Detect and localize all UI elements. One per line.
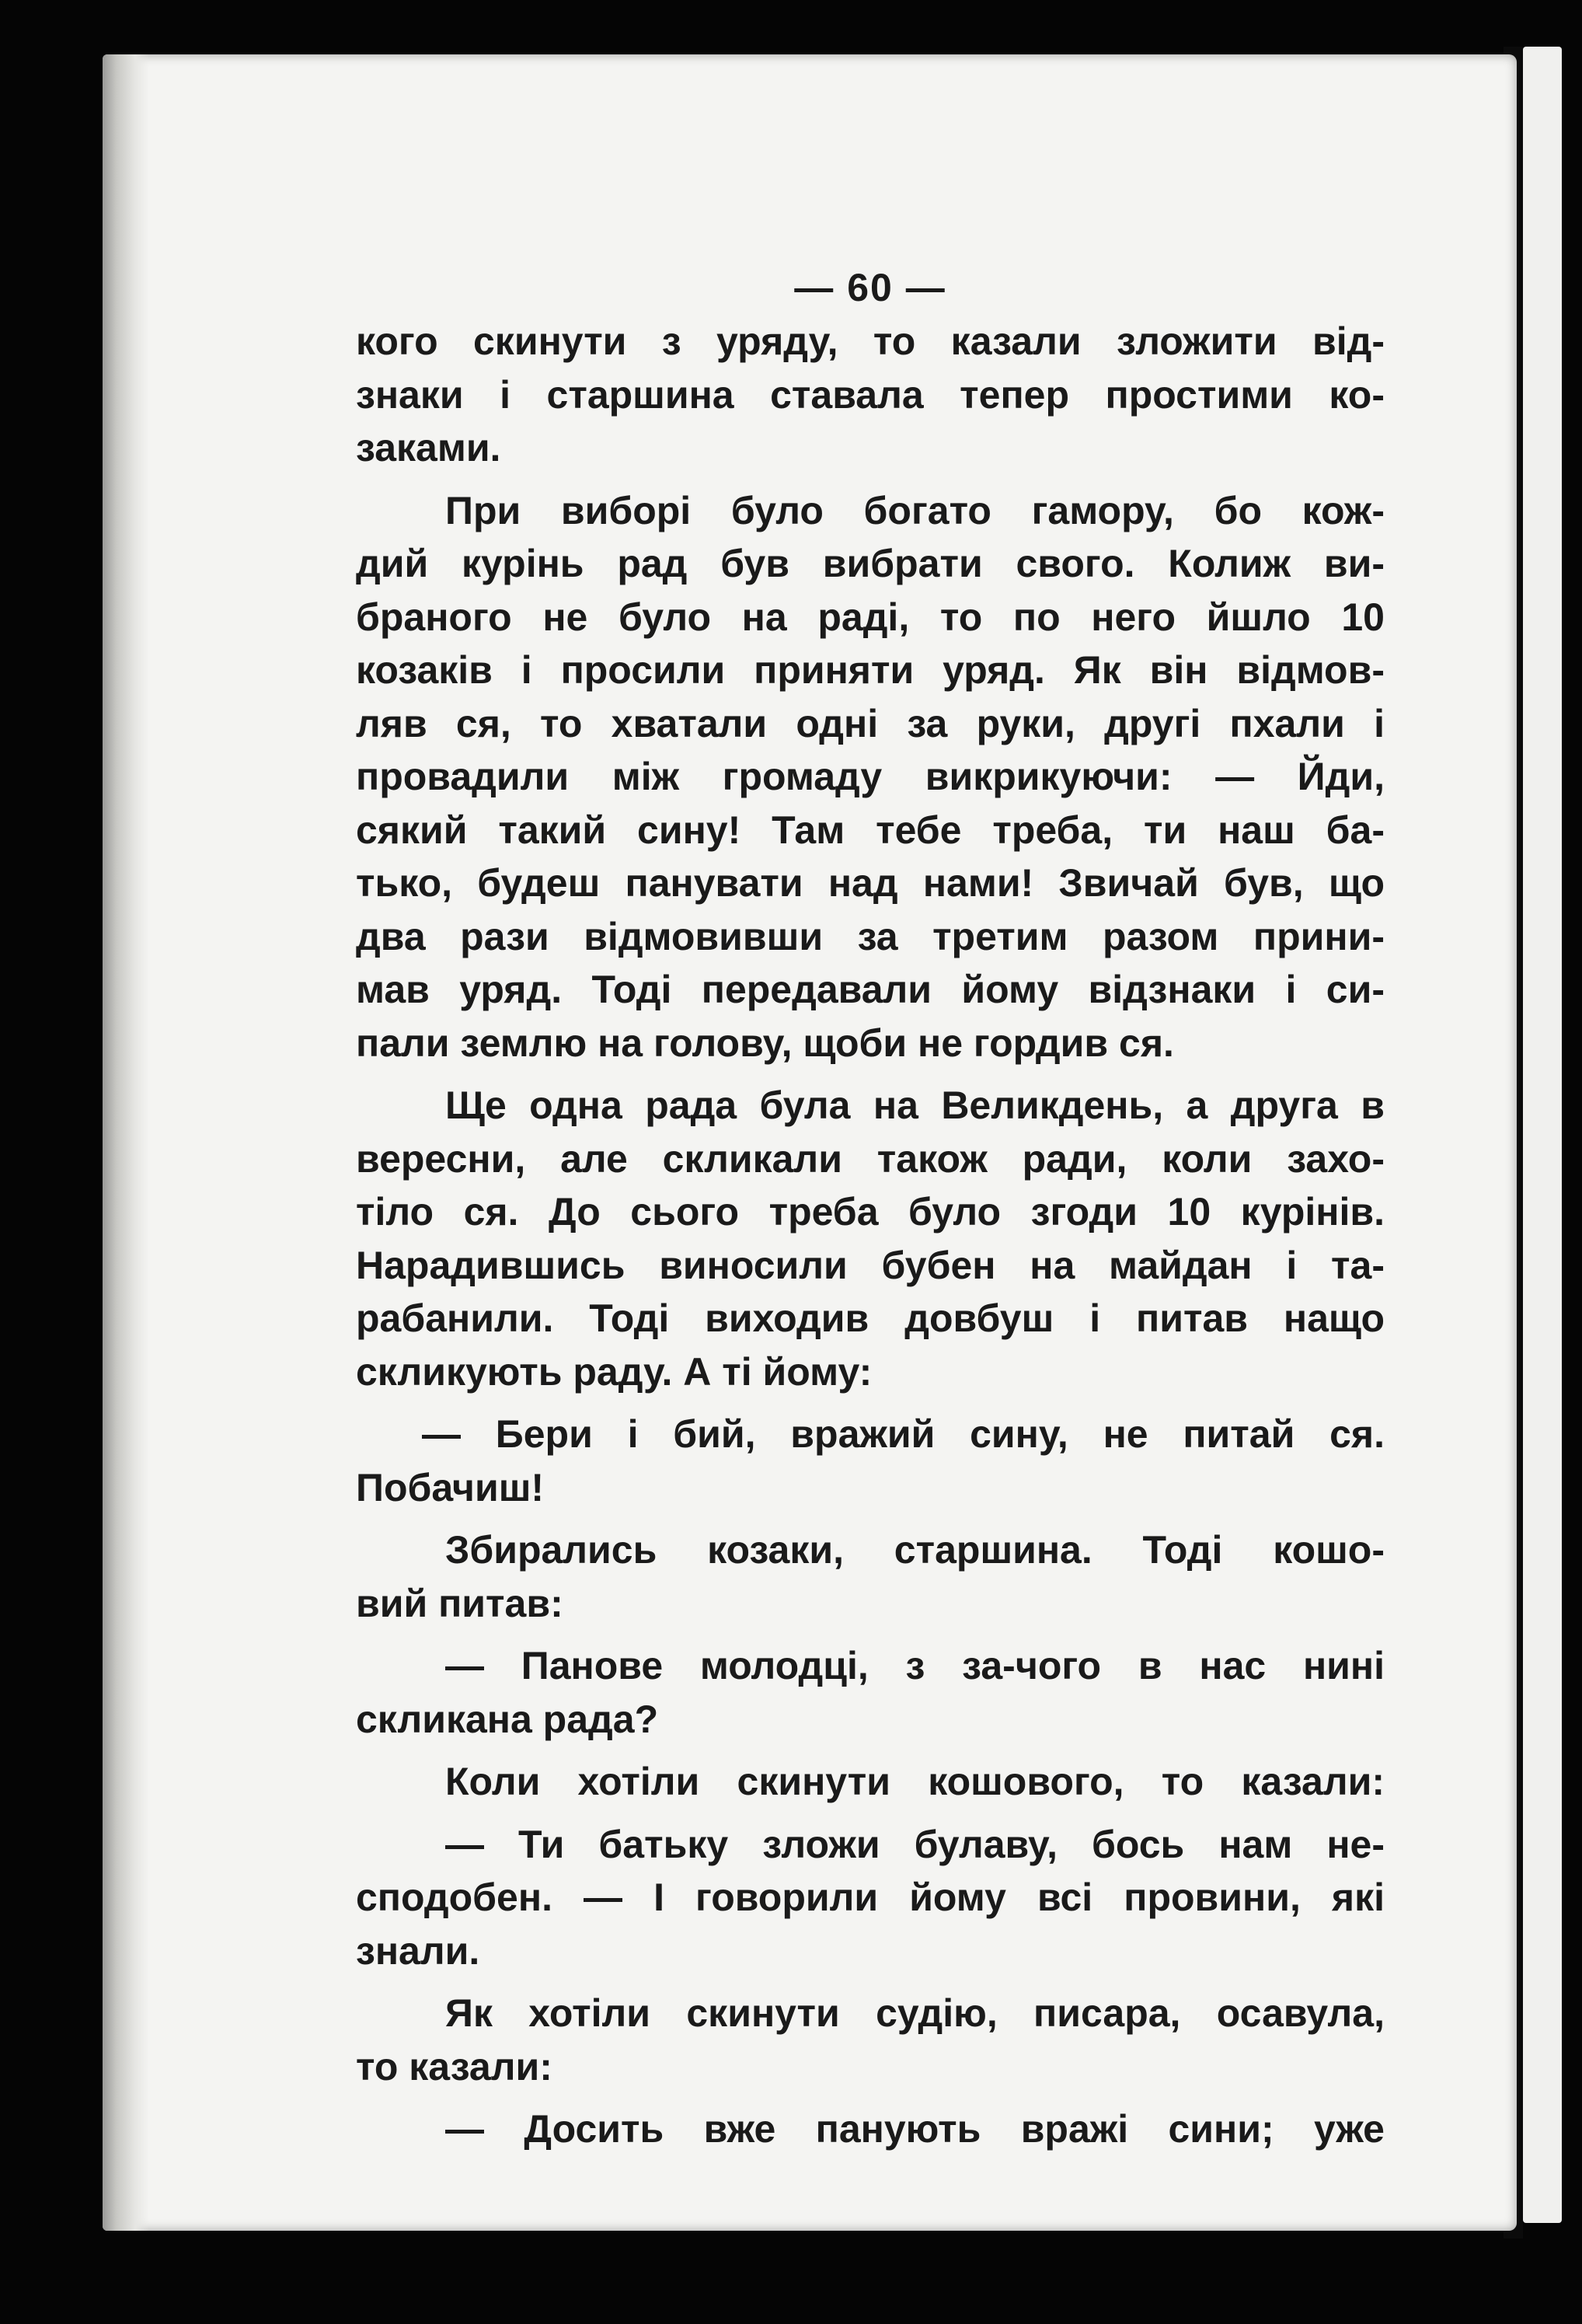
paragraph [356,1987,1385,2093]
paragraph [356,1523,1385,1630]
text-line: При виборі було богато гамору, бо кож- [445,488,1385,532]
text-line: провадили між громаду викрикуючи: — Йди, [356,755,1385,798]
text-line: вересни, але скликали також ради, коли захо- [356,1136,1385,1181]
text-line: сподобен. — І говорили йому всі провини, які [356,1876,1385,1919]
paragraph [356,1818,1385,1978]
text-line: то казали: [356,2044,552,2088]
page-binding-shadow [103,54,149,2231]
paragraph [356,1639,1385,1746]
text-line: скликують раду. А ті йому: [356,1349,873,1394]
text-line: — Бери і бий, вражий сину, не питай ся. [422,1412,1385,1456]
text-line: тько, будеш панувати над нами! Звичай був, що [356,861,1385,905]
text-line: Як хотіли скинути судію, писара, осавула, [445,1991,1385,2035]
text-line: ляв ся, то хватали одні за руки, другі пхали і [356,701,1385,745]
text-line: дий курінь рад був вибрати свого. Колиж ви- [356,542,1385,585]
text-line: Коли хотіли скинути кошового, то казали: [445,1760,1385,1803]
text-line: браного не було на раді, то по него йшло 10 [356,595,1385,639]
text-line: скликана рада? [356,1697,659,1741]
paragraph [356,2102,1385,2156]
text-line: Нарадившись виносили бубен на майдан і та- [356,1243,1385,1287]
text-line: Побачиш! [356,1465,545,1509]
paragraph [356,1408,1385,1514]
text-line: сякий такий сину! Там тебе треба, ти наш ба- [356,808,1385,852]
paragraph [356,484,1385,1070]
text-line: тіло ся. До сього треба було згоди 10 курінів. [356,1190,1385,1234]
page-number: — 60 — [794,266,946,309]
paragraph [356,315,1385,475]
text-line: мав уряд. Тоді передавали йому відзнаки і си- [356,968,1385,1011]
text-line: знали. [356,1928,480,1973]
text-line: знаки і старшина ставала тепер простими ко- [356,372,1385,417]
next-page-edge [1523,47,1562,2223]
text-line: пали землю на голову, щоби не гордив ся. [356,1021,1174,1065]
text-line: вий питав: [356,1581,563,1625]
text-line: заками. [356,426,501,469]
page-text [356,260,1385,2165]
paragraph [356,1755,1385,1809]
paragraph [356,1079,1385,1398]
text-line: кого скинути з уряду, то казали зложити від- [356,319,1385,363]
text-line: — Досить вже панують вражі сини; уже [445,2107,1385,2151]
text-line: — Панове молодці, з за-чого в нас нині [445,1644,1385,1687]
text-line: Збирались козаки, старшина. Тоді кошо- [445,1528,1385,1572]
text-line: Ще одна рада була на Великдень, а друга в [445,1083,1385,1127]
text-line: козаків і просили приняти уряд. Як він відмов- [356,648,1385,692]
text-line: — Ти батьку зложи булаву, бось нам не- [445,1822,1385,1866]
text-line: рабанили. Тоді виходив довбуш і питав нащо [356,1296,1385,1340]
text-line: два рази відмовивши за третим разом прини- [356,914,1385,958]
